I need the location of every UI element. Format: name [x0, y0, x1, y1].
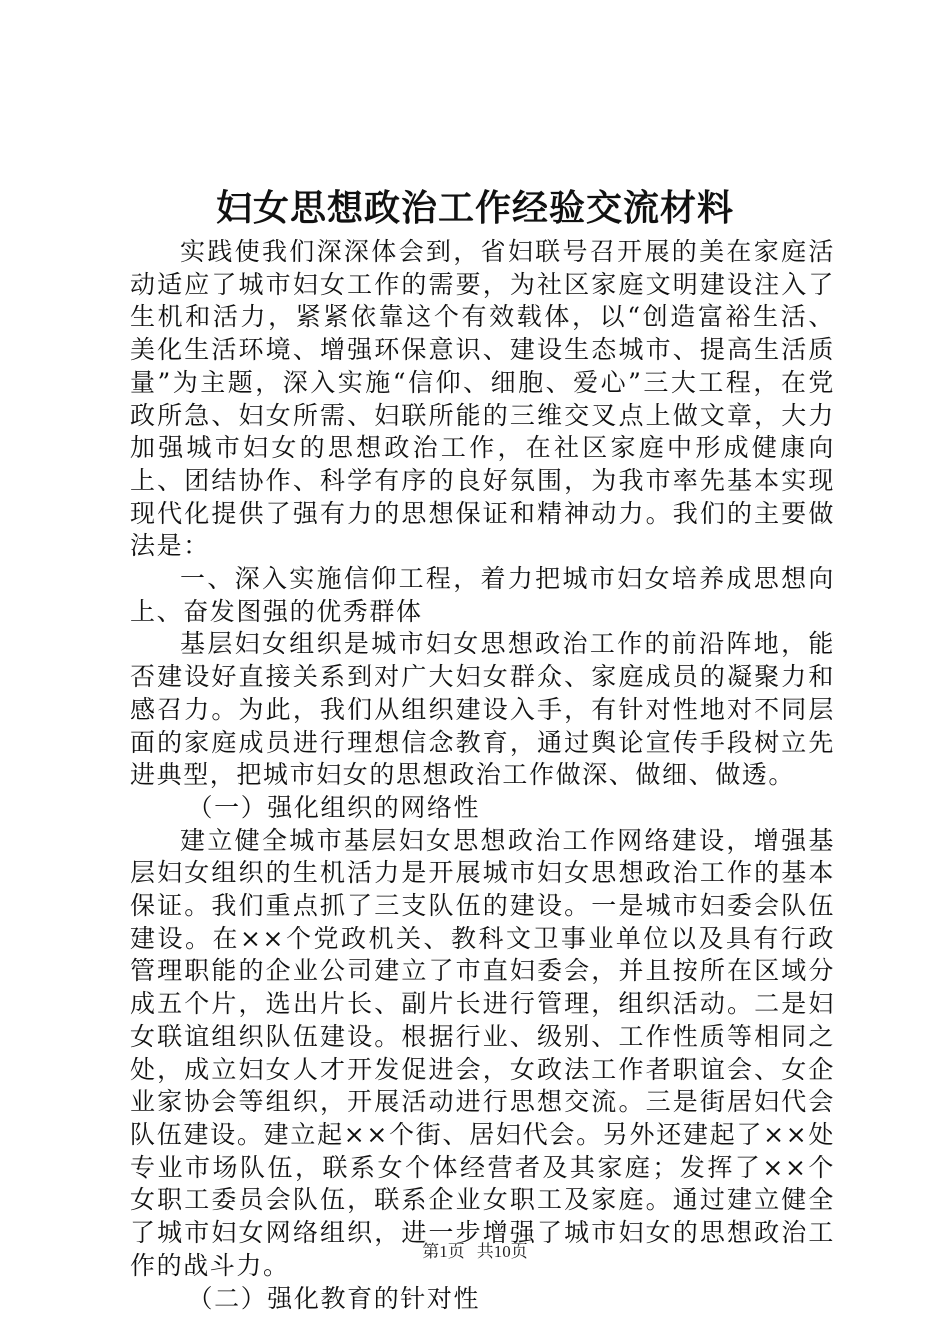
page-number: 第1页: [422, 1242, 465, 1261]
section-heading-1: 一、深入实施信仰工程，着力把城市妇女培养成思想向上、奋发图强的优秀群体: [130, 564, 835, 626]
intro-paragraph: 实践使我们深深体会到，省妇联号召开展的美在家庭活动适应了城市妇女工作的需要，为社区家庭文明建设注入了生机和活力，紧紧依靠这个有效载体，以“创造富裕生活、美化生活环境、增强环保意识、建设生态城市、提高生活质量”为主题，深入实施“信仰、细胞、爱心”三大工程，在党政所急、妇女所需、妇联所能的三维交叉点上做文章，大力加强城市妇女的思想政治工作，在社区家庭中形成健康向上、团结协作、科学有序的良好氛围，为我市率先基本实现现代化提供了强有力的思想保证和精神动力。我们的主要做法是：: [130, 237, 835, 561]
page-title: 妇女思想政治工作经验交流材料: [215, 187, 734, 229]
section-1-paragraph: 基层妇女组织是城市妇女思想政治工作的前沿阵地，能否建设好直接关系到对广大妇女群众、家庭成员的凝聚力和感召力。为此，我们从组织建设入手，有针对性地对不同层面的家庭成员进行理想信念教育，通过舆论宣传手段树立先进典型，把城市妇女的思想政治工作做深、做细、做透。: [130, 629, 835, 790]
subsection-heading-2: （二）强化教育的针对性: [187, 1283, 481, 1313]
page-total: 共10页: [476, 1242, 528, 1261]
page-footer: [0, 1240, 950, 1264]
document-body: [130, 236, 835, 1315]
subsection-heading-1: （一）强化组织的网络性: [187, 792, 481, 822]
subsection-1-paragraph: 建立健全城市基层妇女思想政治工作网络建设，增强基层妇女组织的生机活力是开展城市妇女思想政治工作的基本保证。我们重点抓了三支队伍的建设。一是城市妇委会队伍建设。在××个党政机关、教科文卫事业单位以及具有行政管理职能的企业公司建立了市直妇委会，并且按所在区域分成五个片，选出片长、副片长进行管理，组织活动。二是妇女联谊组织队伍建设。根据行业、级别、工作性质等相同之处，成立妇女人才开发促进会，女政法工作者职谊会、女企业家协会等组织，开展活动进行思想交流。三是街居妇代会队伍建设。建立起××个街、居妇代会。另外还建起了××处专业市场队伍，联系女个体经营者及其家庭；发挥了××个女职工委员会队伍，联系企业女职工及家庭。通过建立健全了城市妇女网络组织，进一步增强了城市妇女的思想政治工作的战斗力。: [130, 825, 835, 1280]
